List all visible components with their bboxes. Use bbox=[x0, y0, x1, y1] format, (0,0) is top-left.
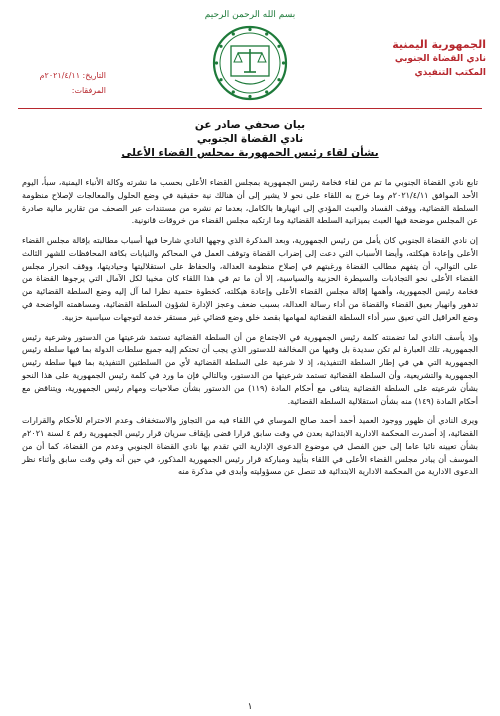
title-line-3: بشأن لقاء رئيس الجمهورية بمجلس القضاء الأعلى bbox=[121, 147, 379, 160]
header-divider bbox=[18, 108, 482, 109]
statement-body bbox=[22, 176, 478, 485]
document-meta bbox=[16, 68, 106, 98]
paragraph-2: إن نادي القضاة الجنوبي كان يأمل من رئيس الجمهورية، وبعد المذكرة الذي وجهها النادي شارحا فيها أسباب مطالبته بإقالة مجلس القضاء الأعلى وإعادة هيكلته، وأيضا الأسباب التي دعت إلى إضراب القضاة وتوقف العمل في المحاكم والنيابات بكافة المحافظات للشهر الثالث على التوالي، أن يتفهم مطالب القضاة ورغبتهم في إصلاح منظومة العدالة، والحفاظ على استقلاليتها وحياديتها، ووقف انجرار مجلس القضاء الأعلى نحو التجاذبات والسيطرة الحزبية والسياسية، إلا أن ما تم في هذا اللقاء كان مخيبا لكل الآمال التي يرجوها القضاة من فخامة رئيس الجمهورية، وأهمها إقالة مجلس القضاء الأعلى وإعادة هيكلته، كخطوة حتمية نظرا لما آل إليه وضع السلطة القضائية من تدهور وانهيار بعيق القضاء والقضاة من أداء رسالة العدالة، بسبب ضعف وعجز الإدارة لشؤون السلطة القضائية، ومساهمته الواضحة في وضع العراقيل التي تعيق سير أداء السلطة القضائية لمهامها بقصد خلق وضع قضائي غير مستقر خدمة لتوجهات سياسية حزبية. bbox=[22, 235, 478, 322]
page-number: ١ bbox=[247, 702, 253, 712]
paragraph-1: تابع نادي القضاة الجنوبي ما تم من لقاء فخامة رئيس الجمهورية بمجلس القضاء الأعلى بحسب ما نشرته وكالة الأنباء اليمنية، سبأ، اليوم الأحد الموافق ٢٠٢١/٤/١١م وما خرج به اللقاء على نحو لا يشير إلى أن هنالك نية حقيقية في وضع الحلول والمعالجات لإصلاح منظومة السلطة القضائية، ووقف الفساد والعبث المؤدي إلى انهيارها بالكامل، بعدما تم نشره من مستندات عبر الصحف من تقارير مالية صادرة عن المجلس موضحة فيها العبث بميزانية السلطة القضائية وما ارتكبه مجلس القضاء من خروقات قانونية. bbox=[22, 177, 478, 226]
title-line-1: بيان صحفي صادر عن bbox=[194, 119, 306, 131]
title-line-2: نادي القضاة الجنوبي bbox=[196, 133, 304, 146]
paragraph-3: وإذ يأسف النادي لما تضمنته كلمة رئيس الجمهورية في الاجتماع من أن السلطة القضائية تستمد شرعيتها من الدستور وشرعية رئيس الجمهورية، تلك العبارة لم تكن سديدة بل وفيها من المخالفة للدستور الذي يجب أن تحتكم إليه جميع سلطات الدولة بما فيها سلطة رئيس الجمهورية التي هي في إطار السلطة التنفيذية، إذ لا شرعية على السلطة القضائية لأي من السلطتين التنفيذية بما فيها سلطة رئيس الجمهورية والتشريعية، وأن السلطة القضائية تستمد شرعيتها من الدستور، وبالتالي فإن ما ورد في كلمة رئيس الجمهورية على هذا النحو بشأن شرعيته على السلطة القضائية يتنافى مع أحكام المادة (١١٩) من الدستور بشأن صلاحيات ومهام رئيس الجمهورية، ويتناقض مع أحكام المادة (١٤٩) منه بشأن استقلالية السلطة القضائية. bbox=[22, 331, 478, 406]
paragraph-4: ويرى النادي أن ظهور ووجود العميد أحمد أحمد صالح الموساي في اللقاء فيه من التجاوز والاستخفاف وعدم الاحترام للأحكام والقرارات القضائية، إذ أصدرت المحكمة الادارية الابتدائية بعدن في وقت سابق قرارا قضى بإيقاف سريان قرار رئيس الجمهورية رقم ٤ لسنة ٢٠٢١م بشأن تعيينه نائبا عاما إلى حين الفصل في موضوع الدعوى الإدارية التي تقدم بها نادي القضاة الجنوبي وعدم من القضاة، كما أن من الموسف أن يبادر مجلس القضاء الأعلى في اللقاء بتأييد ومباركة قرار رئيس الجمهورية المذكور، في حين أنه وفي وقت سابق وأثناء نظر الدعوى الادارية من المحكمة الادارية الابتدائية قد تنصل عن مسؤوليته وأبدى في مذكرة منه bbox=[22, 415, 478, 477]
organization-header bbox=[392, 36, 486, 81]
basmala: بسم الله الرحمن الرحيم bbox=[204, 10, 296, 20]
attachments-field: المرفقات: bbox=[71, 86, 106, 96]
org-country: الجمهورية اليمنية bbox=[392, 38, 486, 51]
org-office: المكتب التنفيذي bbox=[414, 67, 486, 78]
org-club: نادي القضاة الجنوبي bbox=[394, 54, 486, 65]
statement-titles bbox=[0, 118, 500, 161]
date-field: التاريخ: ٢٠٢١/٤/١١م bbox=[39, 71, 106, 80]
judges-club-logo-icon bbox=[211, 24, 289, 102]
